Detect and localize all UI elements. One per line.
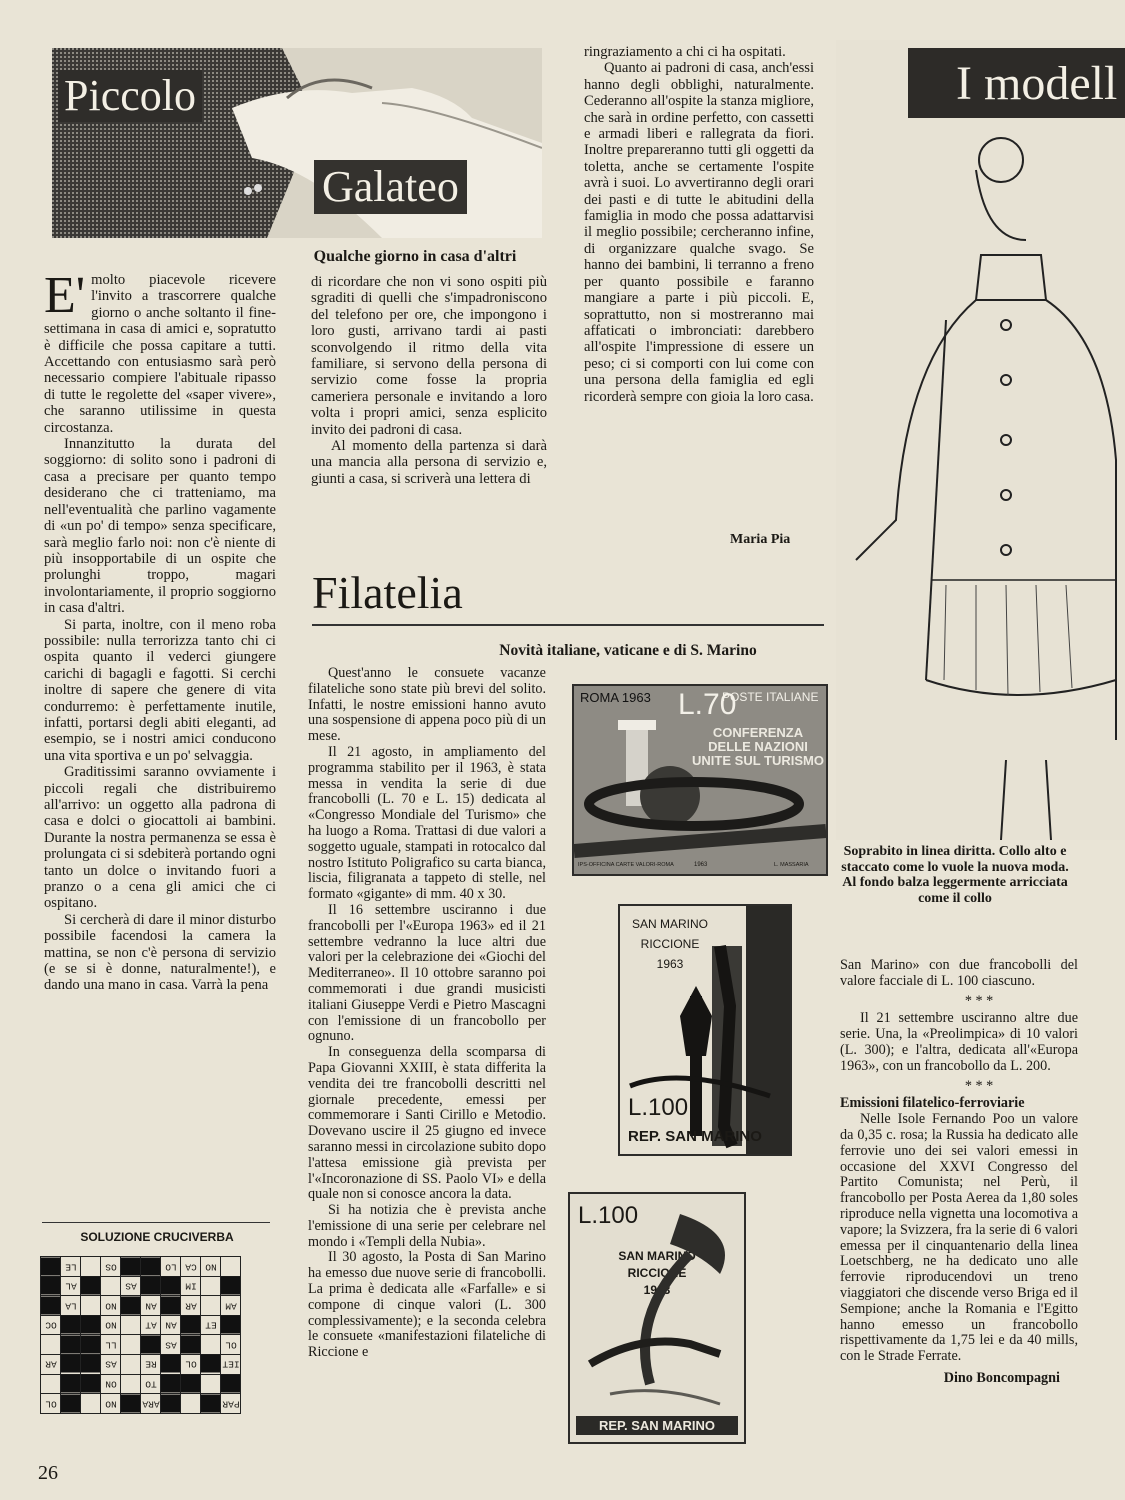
crossword-grid-wrap [40,1256,241,1414]
crossword-cell: ET [201,1315,221,1335]
crossword-cell: PAR [221,1394,241,1414]
filatelia-column-a: Quest'anno le consuete vacanze filateliche sono state più brevi del solito. Infatti, le nostre emissioni hanno avuto una sospensione di appena poco più di un mese. Il 21 agosto, in ampliamento del programma stabilito per il 1963, è stata messa in vendita la serie di due francobolli (L. 70 e L. 15) dedicata al «Congresso Mondiale del Turismo» che ha luogo a Roma. Trattasi di due valori a soggetto uguale, stampati in rotocalco dal nostro Istituto Poligrafico su carta bianca, liscia, filigranata a tappeto di stelle, nel formato «gigante» di mm. 40 x 30. Il 16 settembre usciranno i due francobolli per l'«Europa 1963» ed il 21 settembre vedranno la luce altri due valori per la celebrazione dei «Giochi del Mediterraneo». Il 10 ottobre saranno poi commemorati i due grandi musicisti italiani Giuseppe Verdi e Pietro Mascagni con l'emissione di un francobollo per ognuno. In conseguenza della scomparsa di Papa Giovanni XXIII, è stata differita la vendita dei tre francobolli descritti nel giornale precedente, emessi per commemorare i Santi Cirillo e Metodio. Dovevano uscire il 25 giugno ed invece saranno messi in circolazione subito dopo l'attesa emissione già prevista per l'«Incoronazione di SS. Paolo VI» e della quale non si conosce ancora la data. Si ha notizia che è prevista anche l'emissione di una serie per celebrare nel mondo i «Templi della Nubia». Il 30 agosto, la Posta di San Marino ha emesso due nuove serie di francobolli. La prima è dedicata alle «Farfalle» e si compone di cinque valori (L. 300 complessivamente); e la seconda celebra le consuete «manifestazioni filateliche di Riccione e [308,666,546,1361]
crossword-cell: AL [61,1276,81,1296]
crossword-cell [201,1354,221,1374]
crossword-cell: OS [101,1257,121,1277]
stamp-sm1-line3: 1963 [656,957,684,971]
crossword-cell [61,1315,81,1335]
stamp-italy-small-center: 1963 [694,862,708,868]
crossword-cell: NO [101,1315,121,1335]
crossword-cell [41,1296,61,1316]
stamp-san-marino-2 [568,1192,746,1444]
crossword-cell [201,1276,221,1296]
stamp-italy-year: ROMA 1963 [580,690,651,705]
crossword-cell [41,1374,61,1394]
crossword-cell [181,1394,201,1414]
dropcap: E' [44,272,86,324]
galateo-column-3: ringraziamento a chi ci ha ospitati. Quanto ai padroni di casa, anch'essi hanno degli obblighi, naturalmente. Cederanno all'ospite la stanza migliore, che sarà in ordine perfetto, con cassetti e armadi liberi e rallegrata da fiori. Inoltre prepareranno tutti gli oggetti da toletta, anche se certamente l'ospite avrà i suoi. Lo avvertiranno degli orari dei pasti e di tutte le abitudini della famiglia in modo che possa adattarvisi il meglio possibile; cercheranno infine, di organizzare qualche svago. Se hanno dei bambini, li terranno a freno per quanto possibile e faranno mangiare a parte i più piccoli. E, soprattutto, non si mostreranno mai affaticati o imbronciati: darebbero all'ospite l'impressione di essere un peso; ci si comporti con lui come con una persona della famiglia ed egli ricorderà sempre con gioia la loro casa. [584,44,814,405]
emissioni-heading: Emissioni filatelico-ferroviarie [840,1095,1025,1112]
crossword-cell [161,1354,181,1374]
fashion-caption: Soprabito in linea diritta. Collo alto e staccato come lo vuole la nuova moda. Al fondo balza leggermente arricciata come il collo [841,844,1069,906]
title-piccolo: Piccolo [58,70,202,122]
crossword-cell [81,1394,101,1414]
crossword-cell [181,1335,201,1355]
crossword-cell: LO [161,1257,181,1277]
crossword-cell: AS [101,1354,121,1374]
crossword-cell [61,1374,81,1394]
fashion-title: I modell [956,57,1118,110]
stamp-san-marino-1 [618,904,792,1156]
crossword-cell: AR [41,1354,61,1374]
crossword-cell [121,1315,141,1335]
crossword-cell: ON [101,1374,121,1394]
crossword-cell [81,1257,101,1277]
crossword-cell [161,1374,181,1394]
crossword-cell [121,1257,141,1277]
crossword-cell [81,1374,101,1394]
stamp-sm1-line1: SAN MARINO [631,917,708,931]
globe-column-illustration [574,686,826,874]
crossword-cell: OC [41,1315,61,1335]
crossword-cell [221,1276,241,1296]
page-number: 26 [38,1462,58,1484]
crossword-cell [221,1374,241,1394]
crossword-row [41,1335,241,1355]
filatelia-title: Filatelia [312,567,463,618]
crossword-cell [221,1257,241,1277]
crossword-cell: LA [61,1296,81,1316]
crossword-cell [121,1296,141,1316]
galateo-subtitle: Qualche giorno in casa d'altri [313,248,517,265]
crossword-row [41,1315,241,1335]
galateo-column-2: di ricordare che non vi sono ospiti più sgraditi di quelli che s'impadroniscono del telefono per ore, che impongono i loro gusti, arrivano tardi ai pasti sconvolgendo il ritmo della vita familiare, si servono della persona di servizio come fosse la propria cameriera personale e invitando a loro volta i propri amici, senza esplicito invito dei padroni di casa. Al momento della partenza si darà una mancia alla persona di servizio e, giunti a casa, si scriverà una lettera di [311,274,547,487]
galateo-signature: Maria Pia [730,532,791,547]
fashion-panel [836,40,1125,840]
crossword-cell [141,1257,161,1277]
stamp-sm2-line1: SAN MARINO [618,1249,696,1263]
stamp-sm1-line2: RICCIONE [640,937,700,951]
crossword-cell [201,1335,221,1355]
crossword-row [41,1257,241,1277]
crossword-cell [221,1315,241,1335]
crossword-cell: IM [181,1276,201,1296]
crossword-cell [41,1257,61,1277]
stamp-sm1-country: REP. SAN MARINO [628,1128,762,1145]
crossword-cell [201,1374,221,1394]
stars-separator-2: * * * [964,1077,994,1094]
crossword-cell: AM [221,1296,241,1316]
title-galateo: Galateo [314,160,467,214]
stamp-italy-small-left: IPS-OFFICINA CARTE VALORI-ROMA [578,862,674,868]
filatelia-signature: Dino Boncompagni [943,1369,1060,1386]
crossword-title: SOLUZIONE CRUCIVERBA [80,1230,234,1244]
crossword-cell: OL [41,1394,61,1414]
crossword-cell [121,1394,141,1414]
crossword-cell: NO [101,1394,121,1414]
stamp-italy-motto: CONFERENZA DELLE NAZIONI UNITE SUL TURISMO [692,725,824,768]
crossword-row [41,1374,241,1394]
crossword-cell: NO [201,1257,221,1277]
crossword-cell: AN [161,1315,181,1335]
filatelia-column-b: San Marino» con due francobolli del valore facciale di L. 100 ciascuno. * * * Il 21 settembre usciranno altre due serie. Una, la «Preolimpica» di 10 valori (L. 300); e l'altra, dedicata all'«Europa 1963», con un francobollo da L. 200. * * * Emissioni filatelico-ferroviarie Nelle Isole Fernando Poo un valore da 0,35 c. rosa; la Russia ha dedicato alle ferrovie uno dei sei valori emessi in occasione del XXVI Congresso del Partito Comunista; nel Perù, il francobollo per Posta Aerea da 1,80 soles riproduce nella vignetta una locomotiva a vapore; la Svizzera, fra la serie di 6 valori emessa per il cinquantenario della linea Loetschberg, ne ha dedicato uno alle ferrovie riproducendovi un treno viaggiatori che discende verso Briga ed il Sempione; anche la Romania e l'Egitto hanno emesso un francobollo rispettivamente da 1,75 lei e da 40 mills, con le Strade Ferrate. Dino Boncompagni [840,958,1078,1386]
stamp-sm2-line2: RICCIONE [627,1266,687,1280]
crossword-cell [41,1335,61,1355]
stamp-sm1-value: L.100 [628,1094,689,1121]
galateo-header-image [52,48,542,238]
crossword-cell: OL [221,1335,241,1355]
crossword-cell: IET [221,1354,241,1374]
crossword-cell: AT [141,1315,161,1335]
stamp-sm2-value: L.100 [578,1202,639,1229]
crossword-cell [101,1276,121,1296]
crossword-cell [161,1276,181,1296]
crossword-cell: LE [61,1257,81,1277]
crossword-cell: LL [101,1335,121,1355]
crossword-cell [81,1276,101,1296]
crossword-cell: OL [181,1354,201,1374]
crossword-cell [141,1335,161,1355]
crossword-cell [61,1354,81,1374]
galateo-column-1: E' molto piacevole ricevere l'invito a trascorrere qualche giorno o anche soltanto il fine-settimana in casa di amici e, sopratutto è difficile che possa capitare a tutti. Accettando con entusiasmo sarà però necessario compiere l'abituale ripasso di tutte le regolette del «saper vivere», che saranno utilissime in questa circostanza. Innanzitutto la durata del soggiorno: di solito sono i padroni di casa a precisare per quanto tempo desiderano che ci tratteniamo, ma nell'eventualità che parlino vagamente di «un po' di tempo» senza specificare, sarà meglio farlo noi: non c'è niente di più insopportabile di un ospite che prolunghi troppo, magari involontariamente, il proprio soggiorno in casa d'altri. Si parta, inoltre, con il meno roba possibile: nulla terrorizza tanto chi ci ospita quanto il vederci giungere carichi di bagagli e fagotti. Si cerchi inoltre di sapere che genere di vita condurremo: è perfettamente inutile, infatti, portarsi degli abiti eleganti, ad esempio, se i nostri amici conducono una vita sportiva e un po' selvaggia. Graditissimi saranno ovviamente i piccoli regali che distribuiremo all'arrivo: un oggetto alla padrona di casa e dolci o giocattoli ai bambini. Durante la nostra permanenza se essa è prolungata ci si sdebiterà portando ogni tanto un dolce o invitando fuori a pranzo o a cena gli amici che ci ospitano. Si cercherà di dare il minor disturbo possibile facendosi la camera la mattina, se non c'è persona di servizio (e se si è donne, naturalmente!), e dando una mano in casa. Varrà la pena [44,272,276,994]
crossword-cell [81,1354,101,1374]
crossword-cell: NO [101,1296,121,1316]
crossword-cell: AR [181,1296,201,1316]
crossword-cell: CA [181,1257,201,1277]
crossword-cell: RE [141,1354,161,1374]
crossword-cell: AN [141,1296,161,1316]
stamp-italy [572,684,828,876]
crossword-cell [121,1354,141,1374]
diver-fish-illustration [570,1194,744,1442]
crossword-cell [181,1374,201,1394]
crossword-cell: AS [161,1335,181,1355]
stamp-italy-small-right: L. MASSARIA [774,862,809,868]
crossword-row [41,1296,241,1316]
filatelia-rule [312,624,824,626]
crossword-cell: AS [121,1276,141,1296]
crossword-row [41,1394,241,1414]
stamp-sm2-country: REP. SAN MARINO [576,1416,738,1435]
crossword-grid [40,1256,241,1414]
crossword-cell [81,1335,101,1355]
stars-separator: * * * [964,992,994,1009]
crossword-cell [141,1276,161,1296]
crossword-cell [201,1296,221,1316]
filatelia-subtitle: Novità italiane, vaticane e di S. Marino [499,642,757,659]
crossword-cell: ARA [141,1394,161,1414]
crossword-cell [41,1276,61,1296]
crossword-cell [81,1296,101,1316]
crossword-cell [161,1394,181,1414]
crossword-cell [61,1335,81,1355]
stamp-italy-country: POSTE ITALIANE [722,690,819,704]
crossword-cell [121,1335,141,1355]
coat-sketch [836,40,1125,840]
stamp-sm2-line3: 1963 [643,1283,671,1297]
crossword-cell [81,1315,101,1335]
crossword-row [41,1276,241,1296]
crossword-row [41,1354,241,1374]
crossword-cell [161,1296,181,1316]
crossword-cell: TO [141,1374,161,1394]
crossword-cell [61,1394,81,1414]
stamp-italy-value: L.70 [678,688,737,721]
crossword-rule [42,1222,270,1223]
crossword-cell [201,1394,221,1414]
crossword-cell [121,1374,141,1394]
crossword-cell [181,1315,201,1335]
